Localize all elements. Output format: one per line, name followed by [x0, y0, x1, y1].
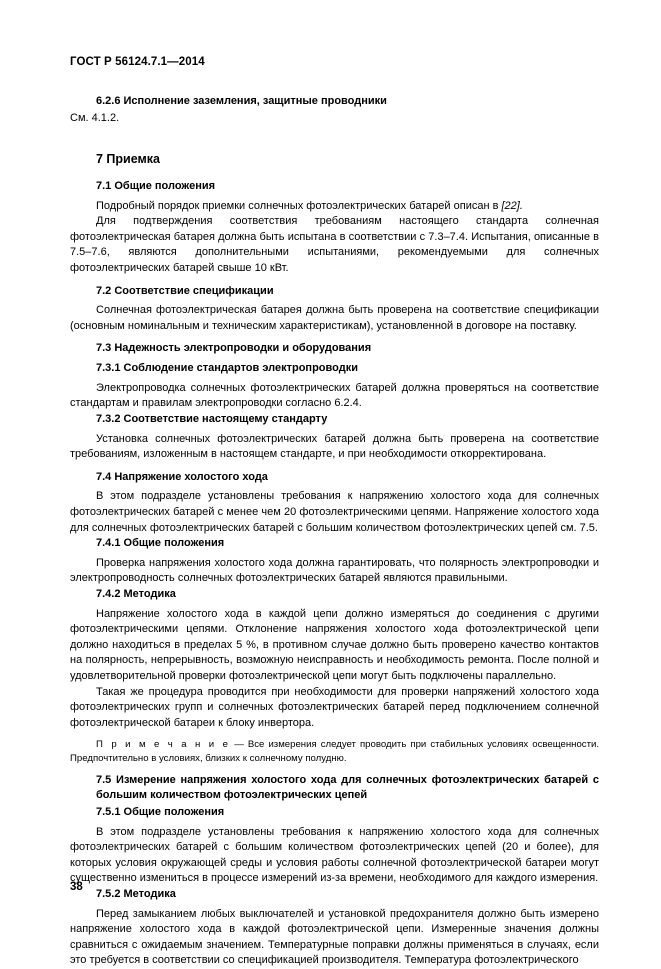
spacer — [70, 731, 599, 738]
paragraph: Напряжение холостого хода в каждой цепи должно измеряться до соединения с другими фотоэлектрическими цепями. Отклонение напряжения холостого хода фотоэлектрической цепи должно находиться в пределах 5 %, в противном случае должно быть проверено качество контактов на полярность, непрерывность, возможную неисправность и необходимость ремонта. После полной и удовлетворительной проверки фотоэлектрической цепи могут быть подключены параллельно. — [70, 607, 599, 683]
paragraph: Солнечная фотоэлектрическая батарея должна быть проверена на соответствие спецификации (основным номинальным и техническим характеристикам), установленной в договоре на поставку. — [70, 304, 599, 332]
note-text: — Все измерения следует проводить при стабильных условиях освещенности. Предпочтительно в условиях, близких к солнечному полудню. — [70, 739, 599, 765]
reference-citation: [22]. — [501, 199, 523, 212]
page-number: 38 — [70, 881, 83, 893]
document-body — [70, 94, 599, 969]
subsection-heading: 7.4.2 Методика — [96, 587, 176, 600]
subsection-heading: 7.5 Измерение напряжения холостого хода для солнечных фотоэлектрических батарей с большим количеством фотоэлектрических цепей — [96, 773, 599, 802]
note-label: П р и м е ч а н и е — [96, 739, 231, 751]
paragraph: Проверка напряжения холостого хода должна гарантировать, что полярность электропроводки и электропроводность солнечных фотоэлектрических батарей являются правильными. — [70, 556, 599, 585]
spacer — [70, 766, 599, 773]
paragraph: В этом подразделе установлены требования к напряжению холостого хода для солнечных фотоэлектрических батарей с большим количеством фотоэлектрических цепей (20 и более), для которых условия окружающей среды и условия работы солнечной фотоэлектрической батареи могут существенно измениться в процессе измерений из-за времени, необходимого для каждого измерения. — [70, 825, 599, 885]
subsection-heading: 7.4.1 Общие положения — [96, 537, 225, 550]
spacer — [70, 126, 599, 137]
spacer — [70, 277, 599, 284]
paragraph-text: Подробный порядок приемки солнечных фотоэлектрических батарей описан в — [96, 199, 502, 212]
subsection-heading: 7.3 Надежность электропроводки и оборудования — [96, 342, 372, 355]
subsection-heading: 6.2.6 Исполнение заземления, защитные проводники — [96, 95, 387, 107]
paragraph — [70, 199, 599, 215]
spacer — [70, 463, 599, 470]
subsection-heading: 7.2 Соответствие спецификации — [96, 284, 274, 297]
subsection-heading: 7.3.1 Соблюдение стандартов электропроводки — [96, 362, 358, 375]
paragraph: Электропроводка солнечных фотоэлектрических батарей должна проверяться на соответствие стандартам и правилам электропроводки согласно 6.2.4. — [70, 381, 599, 410]
spacer — [70, 334, 599, 341]
note-block — [70, 738, 599, 765]
page-header: ГОСТ Р 56124.7.1—2014 — [70, 56, 205, 68]
subsection-heading: 7.3.2 Соответствие настоящему стандарту — [96, 412, 328, 425]
paragraph: Установка солнечных фотоэлектрических батарей должна быть проверена на соответствие требованиям, изложенным в настоящем стандарте, и при необходимости откорректирована. — [70, 432, 599, 461]
subsection-heading: 7.4 Напряжение холостого хода — [96, 470, 268, 483]
paragraph: Такая же процедура проводится при необходимости для проверки напряжений холостого хода фотоэлектрических групп и солнечных фотоэлектрических батарей перед подключением солнечной фотоэлектрической батареи к блоку инвертора. — [70, 685, 599, 729]
subsection-heading: 7.5.1 Общие положения — [96, 805, 225, 818]
section-heading: 7 Приемка — [96, 152, 160, 167]
paragraph: Перед замыканием любых выключателей и установкой предохранителя должно быть измерено напряжение холостого хода в каждой фотоэлектрической цепи. Измеренные значения должны сравниться с ожидаемым значением. Температурные поправки должны применяться в случаях, если это требуется в соответствии со спецификацией производителя. Температура фотоэлектрического — [70, 907, 599, 967]
subsection-heading: 7.1 Общие положения — [96, 179, 216, 192]
paragraph: См. 4.1.2. — [70, 111, 120, 124]
subsection-heading: 7.5.2 Методика — [96, 887, 176, 900]
paragraph: В этом подразделе установлены требования к напряжению холостого хода для солнечных фотоэлектрических батарей с менее чем 20 фотоэлектрическими цепями. Напряжение холостого хода для солнечных фотоэлектрических батарей с большим количеством фотоэлектрических цепей см. 7.5. — [70, 490, 599, 534]
paragraph: Для подтверждения соответствия требованиям настоящего стандарта солнечная фотоэлектрическая батарея должна быть испытана в соответствии с 7.3–7.4. Испытания, описанные в 7.5–7.6, являются дополнительными испытаниями, рекомендуемыми для солнечных фотоэлектрических батарей свыше 10 кВт. — [70, 215, 599, 275]
